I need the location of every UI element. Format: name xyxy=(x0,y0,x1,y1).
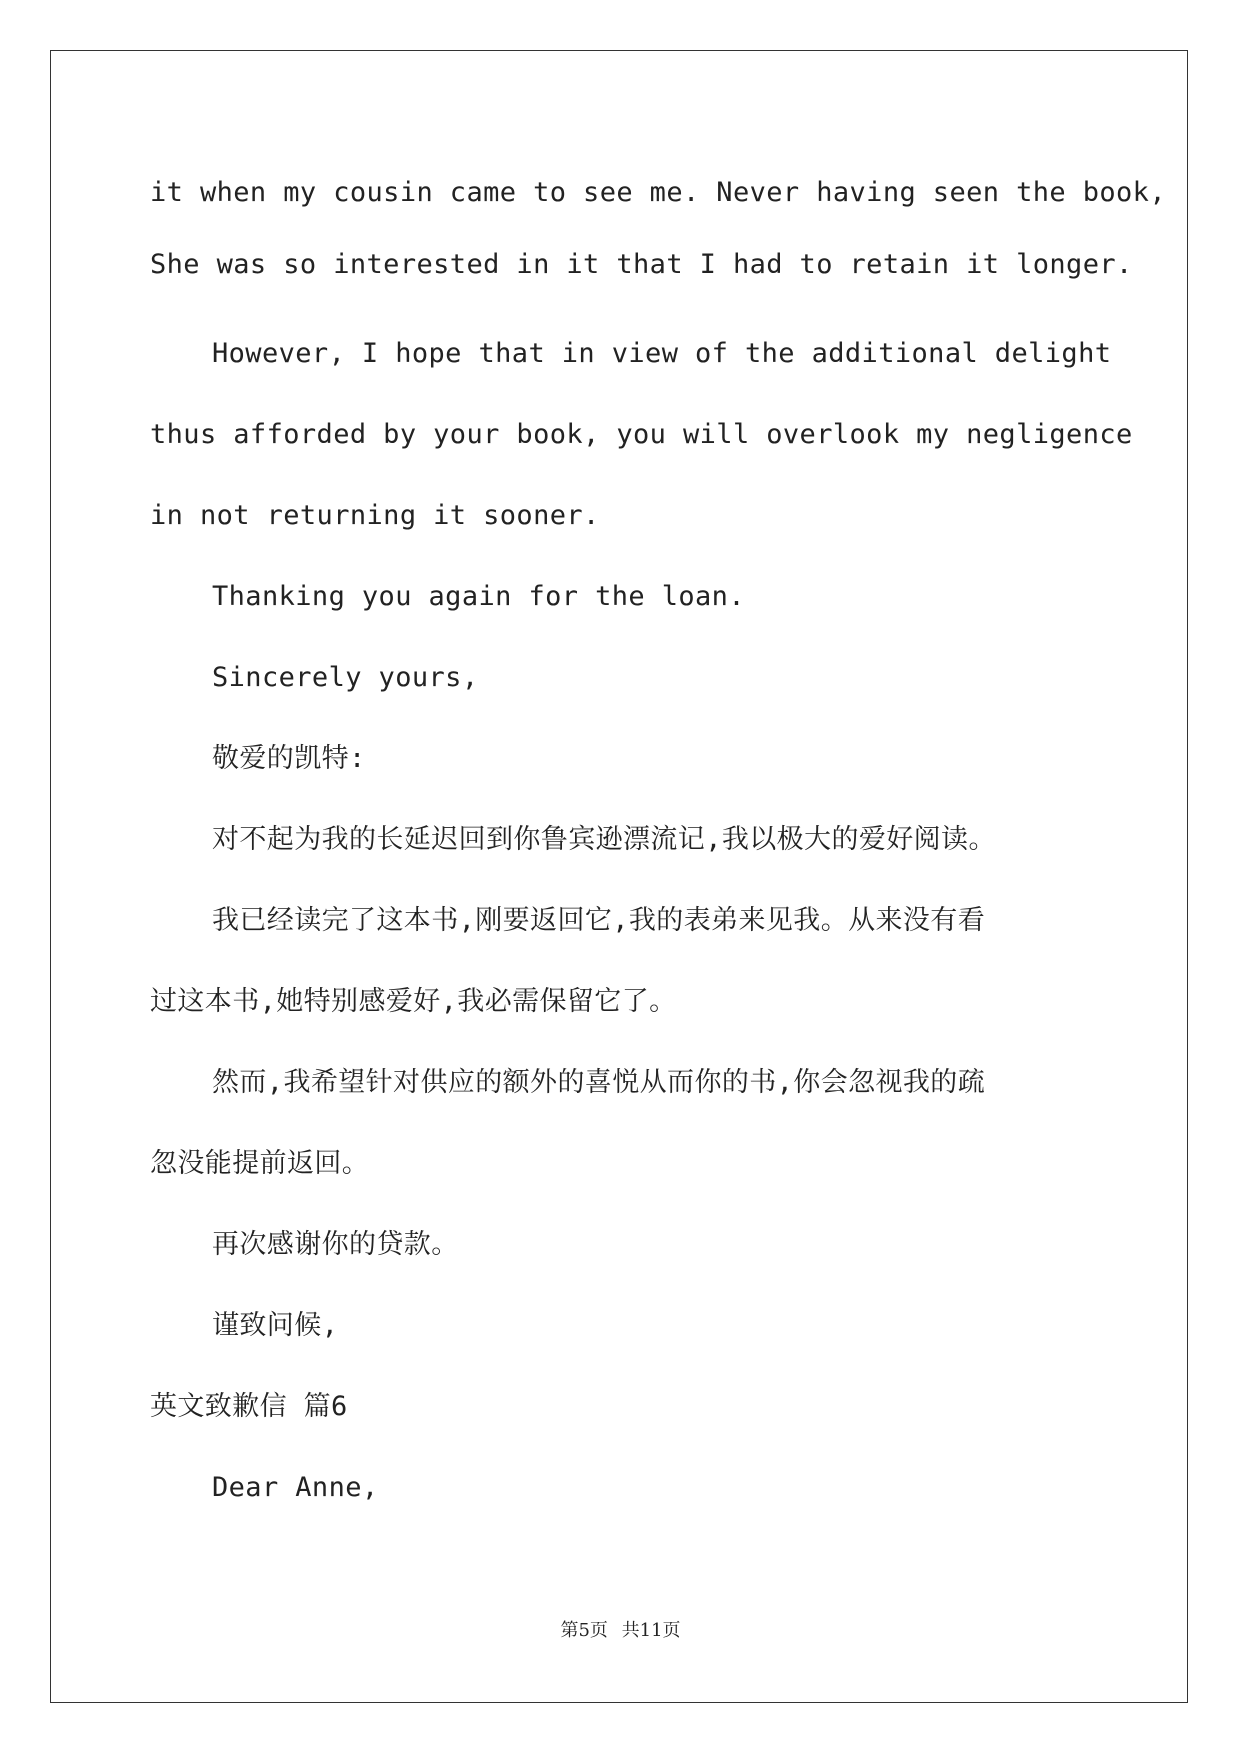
page-total: 共11页 xyxy=(621,1620,681,1641)
text-line: Sincerely yours, xyxy=(212,662,479,693)
text-line: 然而,我希望针对供应的额外的喜悦从而你的书,你会忽视我的疏 xyxy=(212,1067,986,1098)
text-line: 忽没能提前返回。 xyxy=(150,1148,370,1179)
text-line: in not returning it sooner. xyxy=(150,500,600,531)
text-line: 我已经读完了这本书,刚要返回它,我的表弟来见我。从来没有看 xyxy=(212,905,986,936)
text-line: Thanking you again for the loan. xyxy=(212,581,745,612)
text-line: thus afforded by your book, you will overlook my negligence xyxy=(150,419,1133,450)
text-line: Dear Anne, xyxy=(212,1472,379,1503)
page-footer xyxy=(0,1616,1241,1642)
text-line: 过这本书,她特别感爱好,我必需保留它了。 xyxy=(150,986,677,1017)
text-line: 对不起为我的长延迟回到你鲁宾逊漂流记,我以极大的爱好阅读。 xyxy=(212,824,996,855)
section-heading: 英文致歉信 篇6 xyxy=(150,1391,348,1422)
text-line: 再次感谢你的贷款。 xyxy=(212,1229,459,1260)
text-line: She was so interested in it that I had to retain it longer. xyxy=(150,249,1133,280)
text-line: However, I hope that in view of the additional delight xyxy=(212,338,1112,369)
text-line: 敬爱的凯特: xyxy=(212,743,366,774)
page-frame xyxy=(50,50,1188,1703)
text-line: it when my cousin came to see me. Never having seen the book, xyxy=(150,177,1166,208)
page-number: 第5页 xyxy=(560,1620,608,1641)
text-line: 谨致问候, xyxy=(212,1310,339,1341)
